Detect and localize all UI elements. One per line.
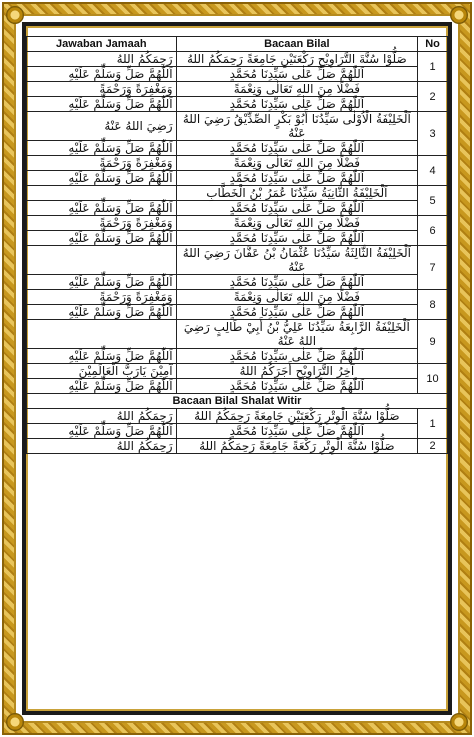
table-row — [27, 305, 448, 320]
row-number-cell: 3 — [418, 112, 448, 156]
jawaban-jamaah-cell: رَحِمَكُمُ اللهُ — [27, 439, 177, 454]
bacaan-bilal-cell: صَلُّوْا سُنَّةَ الْوِتْرِ رَكْعَةً جَامِعَةً رَحِمَكُمُ اللهُ — [176, 439, 417, 454]
bacaan-bilal-cell: اَللّٰهُمَّ صَلِّ عَلٰى سَيِّدِنَا مُحَمَّدٍ — [176, 67, 417, 82]
tarawih-bilal-table — [26, 36, 448, 454]
table-row — [27, 141, 448, 156]
table-row — [27, 349, 448, 364]
jawaban-jamaah-cell: اَللّٰهُمَّ صَلِّ وَسَلِّمْ عَلَيْهِ — [27, 424, 177, 439]
bacaan-bilal-cell: صَلُّوْا سُنَّةَ التَّرَاوِيْحِ رَكْعَتَيْنِ جَامِعَةً رَحِمَكُمُ اللهُ — [176, 52, 417, 67]
jawaban-jamaah-cell: رَضِيَ اللهُ عَنْهُ — [27, 112, 177, 141]
row-number-cell: 4 — [418, 156, 448, 186]
header-jawaban-jamaah: Jawaban Jamaah — [27, 37, 177, 52]
row-number-cell: 10 — [418, 364, 448, 394]
row-number-cell: 1 — [418, 409, 448, 439]
jawaban-jamaah-cell — [27, 320, 177, 349]
table-row — [27, 379, 448, 394]
row-number-cell: 8 — [418, 290, 448, 320]
bacaan-bilal-cell: آخِرُ التَّرَاوِيْحِ أَجَرَكُمُ اللهُ — [176, 364, 417, 379]
table-row — [27, 364, 448, 379]
table-row — [27, 231, 448, 246]
jawaban-jamaah-cell: اَللّٰهُمَّ صَلِّ وَسَلِّمْ عَلَيْهِ — [27, 275, 177, 290]
table-row — [27, 246, 448, 275]
table-row — [27, 320, 448, 349]
bacaan-bilal-cell: اَللّٰهُمَّ صَلِّ عَلٰى سَيِّدِنَا مُحَمَّدٍ — [176, 141, 417, 156]
bacaan-bilal-cell: اَللّٰهُمَّ صَلِّ عَلٰى سَيِّدِنَا مُحَمَّدٍ — [176, 275, 417, 290]
jawaban-jamaah-cell: اَللّٰهُمَّ صَلِّ وَسَلِّمْ عَلَيْهِ — [27, 231, 177, 246]
table-header-row — [27, 37, 448, 52]
jawaban-jamaah-cell: وَمَغْفِرَةً وَرَحْمَةً — [27, 82, 177, 97]
jawaban-jamaah-cell: آمِيْنَ يَارَبَّ الْعَالَمِيْنَ — [27, 364, 177, 379]
bacaan-bilal-cell: اَللّٰهُمَّ صَلِّ عَلٰى سَيِّدِنَا مُحَمَّدٍ — [176, 349, 417, 364]
row-number-cell: 5 — [418, 186, 448, 216]
jawaban-jamaah-cell: اَللّٰهُمَّ صَلِّ وَسَلِّمْ عَلَيْهِ — [27, 379, 177, 394]
jawaban-jamaah-cell: وَمَغْفِرَةً وَرَحْمَةً — [27, 216, 177, 231]
row-number-cell: 7 — [418, 246, 448, 290]
table-row — [27, 439, 448, 454]
table-row — [27, 201, 448, 216]
corner-ornament-icon — [450, 713, 468, 731]
table-row — [27, 82, 448, 97]
bacaan-bilal-cell: فَضْلًا مِنَ اللهِ تَعَالٰى وَنِعْمَةً — [176, 290, 417, 305]
table-row — [27, 112, 448, 141]
table-row — [27, 409, 448, 424]
corner-ornament-icon — [6, 6, 24, 24]
bacaan-bilal-cell: فَضْلًا مِنَ اللهِ تَعَالٰى وَنِعْمَةً — [176, 216, 417, 231]
jawaban-jamaah-cell: رَحِمَكُمُ اللهُ — [27, 52, 177, 67]
bacaan-bilal-cell: اَلْخَلِيْفَةُ الثَّالِثَةُ سَيِّدُنَا عُثْمَانُ بْنُ عَفَّانَ رَضِيَ اللهُ عَنْهُ — [176, 246, 417, 275]
table-row — [27, 216, 448, 231]
table-row — [27, 156, 448, 171]
table-row — [27, 290, 448, 305]
bacaan-bilal-cell: اَلْخَلِيْفَةُ الْاُوْلٰى سَيِّدُنَا أَبُوْ بَكْرٍ الصِّدِّيْقُ رَضِيَ اللهُ عَنْهُ — [176, 112, 417, 141]
jawaban-jamaah-cell: اَللّٰهُمَّ صَلِّ وَسَلِّمْ عَلَيْهِ — [27, 201, 177, 216]
bacaan-bilal-cell: اَلْخَلِيْفَةُ الثَّانِيَةُ سَيِّدُنَا عُمَرُ بْنُ الْخَطَّابِ — [176, 186, 417, 201]
bacaan-bilal-cell: اَللّٰهُمَّ صَلِّ عَلٰى سَيِّدِنَا مُحَمَّدٍ — [176, 97, 417, 112]
jawaban-jamaah-cell: وَمَغْفِرَةً وَرَحْمَةً — [27, 156, 177, 171]
table-row — [27, 97, 448, 112]
corner-ornament-icon — [450, 6, 468, 24]
header-no: No — [418, 37, 448, 52]
table-row — [27, 67, 448, 82]
witir-section-row — [27, 394, 448, 409]
table-row — [27, 52, 448, 67]
jawaban-jamaah-cell: اَللّٰهُمَّ صَلِّ وَسَلِّمْ عَلَيْهِ — [27, 349, 177, 364]
row-number-cell: 6 — [418, 216, 448, 246]
jawaban-jamaah-cell: اَللّٰهُمَّ صَلِّ وَسَلِّمْ عَلَيْهِ — [27, 141, 177, 156]
table-row — [27, 275, 448, 290]
row-number-cell: 2 — [418, 82, 448, 112]
bacaan-bilal-cell: اَللّٰهُمَّ صَلِّ عَلٰى سَيِّدِنَا مُحَمَّدٍ — [176, 424, 417, 439]
bacaan-bilal-cell: اَللّٰهُمَّ صَلِّ عَلٰى سَيِّدِنَا مُحَمَّدٍ — [176, 201, 417, 216]
bacaan-bilal-cell: فَضْلًا مِنَ اللهِ تَعَالٰى وَنِعْمَةً — [176, 82, 417, 97]
row-number-cell: 1 — [418, 52, 448, 82]
bacaan-bilal-cell: اَللّٰهُمَّ صَلِّ عَلٰى سَيِّدِنَا مُحَمَّدٍ — [176, 231, 417, 246]
table-row — [27, 186, 448, 201]
bacaan-bilal-cell: اَلْخَلِيْفَةُ الرَّابِعَةُ سَيِّدُنَا عَلِيُّ بْنُ أَبِيْ طَالِبٍ رَضِيَ اللهُ عَنْهُ — [176, 320, 417, 349]
bacaan-bilal-cell: اَللّٰهُمَّ صَلِّ عَلٰى سَيِّدِنَا مُحَمَّدٍ — [176, 305, 417, 320]
jawaban-jamaah-cell: اَللّٰهُمَّ صَلِّ وَسَلِّمْ عَلَيْهِ — [27, 305, 177, 320]
witir-section-title: Bacaan Bilal Shalat Witir — [27, 394, 448, 409]
header-bacaan-bilal: Bacaan Bilal — [176, 37, 417, 52]
jawaban-jamaah-cell: اَللّٰهُمَّ صَلِّ وَسَلِّمْ عَلَيْهِ — [27, 67, 177, 82]
jawaban-jamaah-cell: اَللّٰهُمَّ صَلِّ وَسَلِّمْ عَلَيْهِ — [27, 97, 177, 112]
jawaban-jamaah-cell: رَحِمَكُمُ اللهُ — [27, 409, 177, 424]
bacaan-bilal-cell: فَضْلًا مِنَ اللهِ تَعَالٰى وَنِعْمَةً — [176, 156, 417, 171]
jawaban-jamaah-cell — [27, 186, 177, 201]
jawaban-jamaah-cell: وَمَغْفِرَةً وَرَحْمَةً — [27, 290, 177, 305]
corner-ornament-icon — [6, 713, 24, 731]
table-row — [27, 171, 448, 186]
jawaban-jamaah-cell — [27, 246, 177, 275]
table-row — [27, 424, 448, 439]
bacaan-bilal-cell: اَللّٰهُمَّ صَلِّ عَلٰى سَيِّدِنَا مُحَمَّدٍ — [176, 171, 417, 186]
bacaan-bilal-cell: اَللّٰهُمَّ صَلِّ عَلٰى سَيِّدِنَا مُحَمَّدٍ — [176, 379, 417, 394]
bacaan-bilal-cell: صَلُّوْا سُنَّةَ الْوِتْرِ رَكْعَتَيْنِ جَامِعَةً رَحِمَكُمُ اللهُ — [176, 409, 417, 424]
row-number-cell: 2 — [418, 439, 448, 454]
row-number-cell: 9 — [418, 320, 448, 364]
jawaban-jamaah-cell: اَللّٰهُمَّ صَلِّ وَسَلِّمْ عَلَيْهِ — [27, 171, 177, 186]
